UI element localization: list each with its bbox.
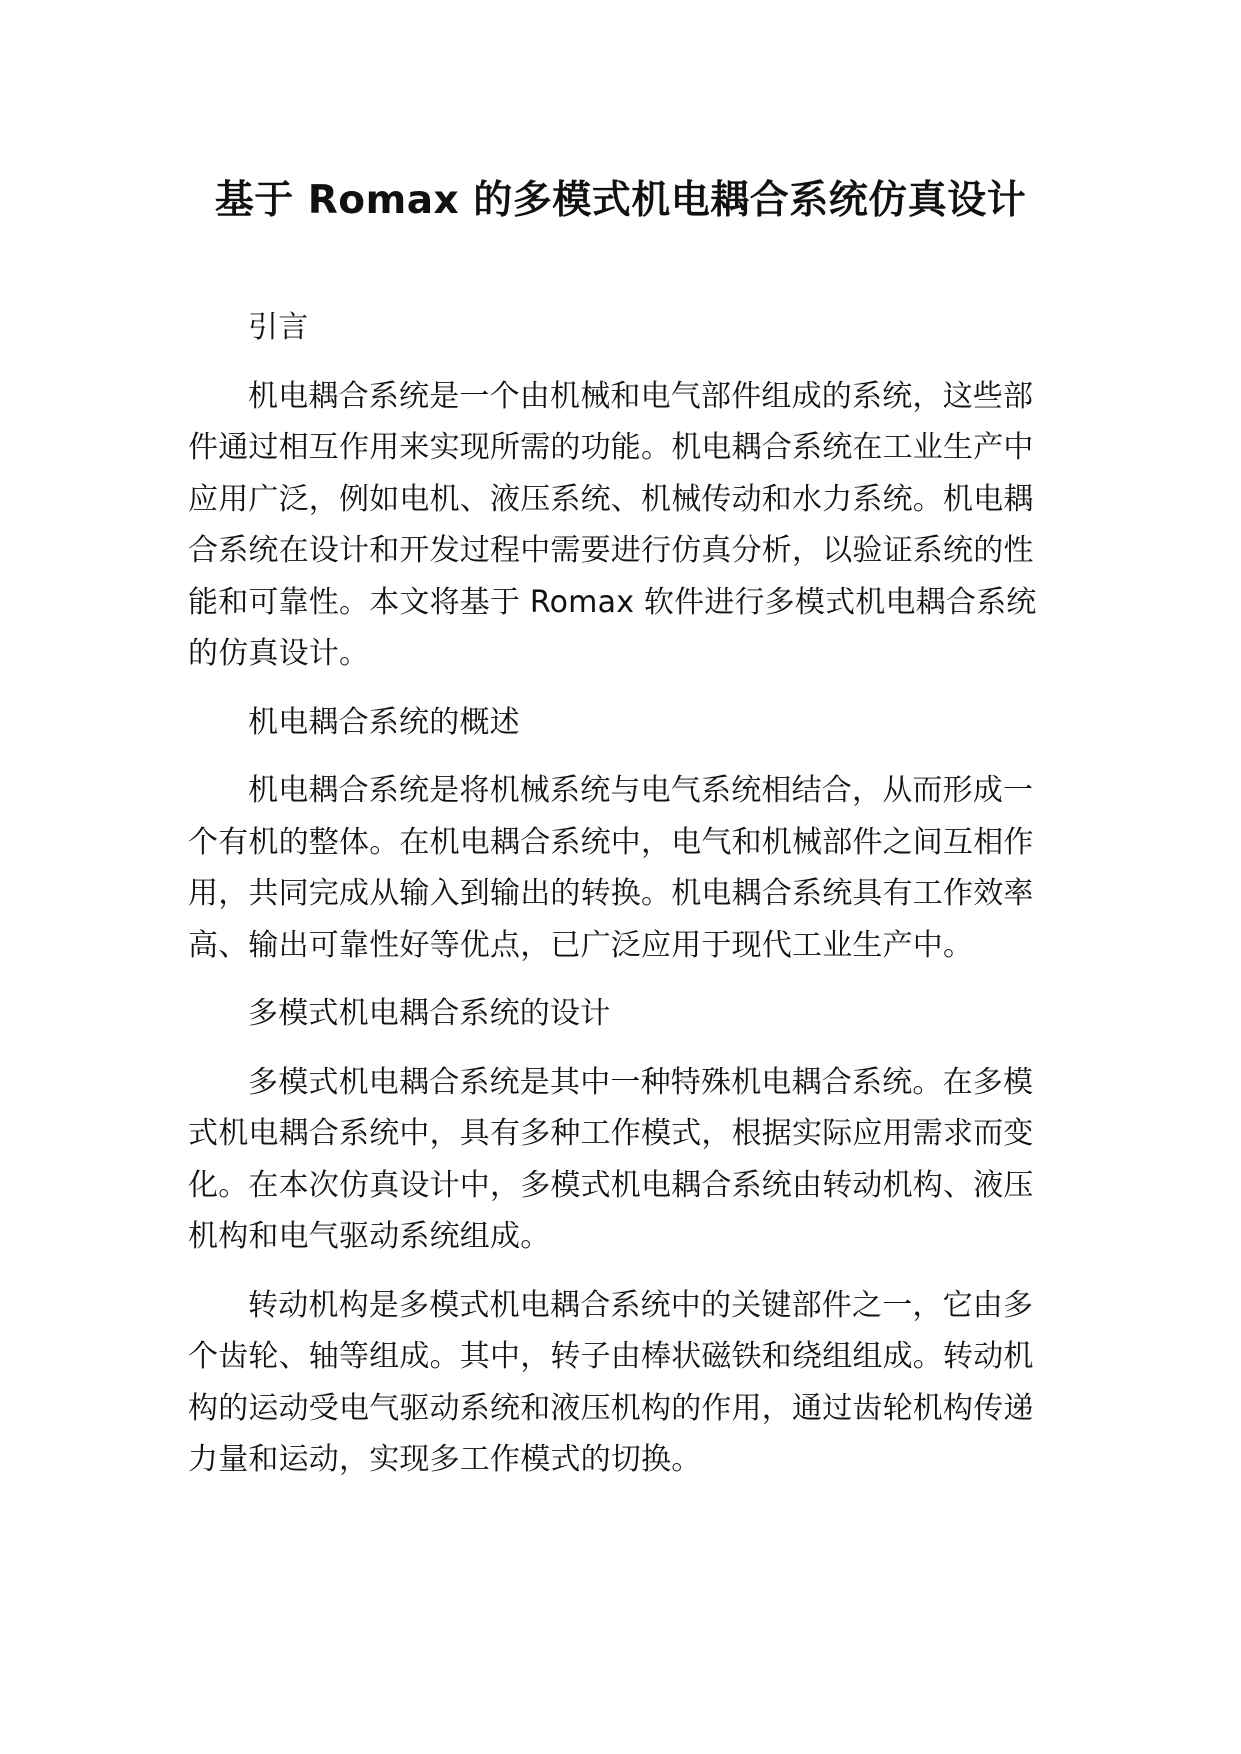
paragraph-design-1: 多模式机电耦合系统是其中一种特殊机电耦合系统。在多模式机电耦合系统中，具有多种工作模式，根据实际应用需求而变化。在本次仿真设计中，多模式机电耦合系统由转动机构、液压机构和电气驱动系统组成。 [188, 1064, 1034, 1254]
paragraph-design-2: 转动机构是多模式机电耦合系统中的关键部件之一，它由多个齿轮、轴等组成。其中，转子由棒状磁铁和绕组组成。转动机构的运动受电气驱动系统和液压机构的作用，通过齿轮机构传递力量和运动，实现多工作模式的切换。 [188, 1287, 1034, 1477]
document-body [188, 302, 1048, 1503]
document-title: 基于 Romax 的多模式机电耦合系统仿真设计 [214, 178, 1027, 223]
section-heading-introduction: 引言 [248, 310, 309, 345]
section-heading-design: 多模式机电耦合系统的设计 [248, 996, 611, 1031]
section-heading-overview: 机电耦合系统的概述 [248, 704, 520, 740]
paragraph-overview: 机电耦合系统是将机械系统与电气系统相结合，从而形成一个有机的整体。在机电耦合系统中，电气和机械部件之间互相作用，共同完成从输入到输出的转换。机电耦合系统具有工作效率高、输出可靠性好等优点，已广泛应用于现代工业生产中。 [188, 773, 1034, 963]
paragraph-introduction: 机电耦合系统是一个由机械和电气部件组成的系统，这些部件通过相互作用来实现所需的功能。机电耦合系统在工业生产中应用广泛，例如电机、液压系统、机械传动和水力系统。机电耦合系统在设计和开发过程中需要进行仿真分析，以验证系统的性能和可靠性。本文将基于 Romax 软件进行多模式机电耦合系统的仿真设计。 [188, 378, 1037, 671]
